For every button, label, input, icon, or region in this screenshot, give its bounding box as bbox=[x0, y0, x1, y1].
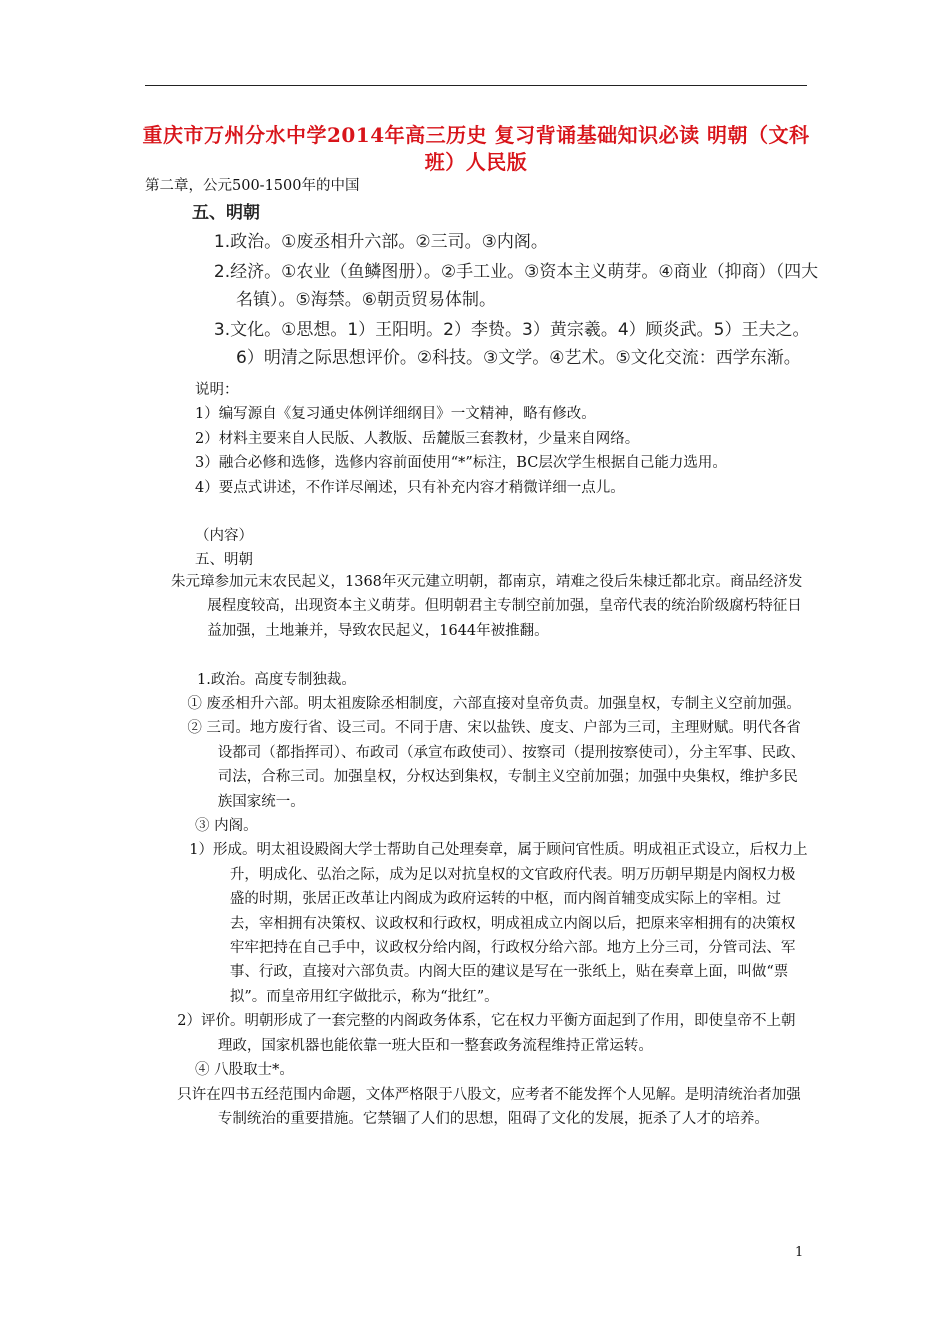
document-title: 重庆市万州分水中学2014年高三历史 复习背诵基础知识必读 明朝（文科班）人民版 bbox=[142, 123, 810, 174]
politics-item-3-formation: 1）形成。明太祖设殿阁大学士帮助自己处理奏章，属于顾问官性质。明成祖正式设立，后权力上升，明成化、弘治之际，成为足以对抗皇权的文官政府代表。明万历朝早期是内阁权力极盛的时期，张居正改革让内阁成为政府运转的中枢，而内阁首辅变成实际上的宰相。过去，宰相拥有决策权、议政权和行政权，明成祖成立内阁以后，把原来宰相拥有的决策权牢牢把持在自己手中，议政权分给内阁，行政权分给六部。地方上分三司，分管司法、军事、行政，直接对六部负责。内阁大臣的建议是写在一张纸上，贴在奏章上面，叫做“票拟”。而皇帝用红字做批示，称为“批红”。 bbox=[189, 842, 808, 1005]
header-rule bbox=[145, 85, 807, 86]
politics-item-4-text: 只许在四书五经范围内命题，文体严格限于八股文，应考者不能发挥个人见解。是明清统治者加强专制统治的重要措施。它禁锢了人们的思想，阻碍了文化的发展，扼杀了人才的培养。 bbox=[177, 1086, 801, 1127]
content-label: （内容） bbox=[195, 528, 253, 545]
outline-line-economy: 2.经济。①农业（鱼鳞图册）。②手工业。③资本主义萌芽。④商业（抑商）（四大名镇）。⑤海禁。⑥朝贡贸易体制。 bbox=[213, 262, 819, 310]
intro-paragraph: 朱元璋参加元末农民起义，1368年灭元建立明朝，都南京，靖难之役后朱棣迁都北京。商品经济发展程度较高，出现资本主义萌芽。但明朝君主专制空前加强，皇帝代表的统治阶级腐朽特征日益加强，土地兼并，导致农民起义，1644年被推翻。 bbox=[171, 574, 803, 639]
notes-item: 3）融合必修和选修，选修内容前面使用“*”标注，BC层次学生根据自己能力选用。 bbox=[195, 455, 727, 472]
content-heading: 五、明朝 bbox=[195, 552, 253, 569]
outline-line-culture: 3.文化。①思想。1）王阳明。2）李贽。3）黄宗羲。4）顾炎武。5）王夫之。6）明清之际思想评价。②科技。③文学。④艺术。⑤文化交流：西学东渐。 bbox=[213, 320, 810, 368]
outline-line-politics: 1.政治。①废丞相升六部。②三司。③内阁。 bbox=[213, 232, 548, 252]
politics-item-2: ② 三司。地方废行省、设三司。不同于唐、宋以盐铁、度支、户部为三司，主理财赋。明代各省设都司（都指挥司）、布政司（承宣布政使司）、按察司（提刑按察使司），分主军事、民政、司法，合称三司。加强皇权，分权达到集权，专制主义空前加强；加强中央集权，维护多民族国家统一。 bbox=[187, 720, 805, 810]
chapter-heading: 第二章，公元500-1500年的中国 bbox=[145, 178, 360, 194]
outline-heading: 五、明朝 bbox=[192, 203, 260, 223]
notes-item: 4）要点式讲述，不作详尽阐述，只有补充内容才稍微详细一点儿。 bbox=[195, 479, 625, 496]
notes-item: 1）编写源自《复习通史体例详细纲目》一文精神，略有修改。 bbox=[195, 406, 596, 423]
page-number: 1 bbox=[795, 1245, 804, 1260]
notes-item: 2）材料主要来自人民版、人教版、岳麓版三套教材，少量来自网络。 bbox=[195, 430, 640, 447]
politics-heading: 1.政治。高度专制独裁。 bbox=[197, 671, 356, 688]
main-content bbox=[169, 570, 809, 1131]
notes-section bbox=[195, 378, 815, 573]
outline-image bbox=[192, 198, 822, 372]
politics-item-1: ① 废丞相升六部。明太祖废除丞相制度，六部直接对皇帝负责。加强皇权，专制主义空前加强。 bbox=[187, 696, 801, 713]
politics-item-3: ③ 内阁。 bbox=[195, 818, 258, 835]
politics-item-4: ④ 八股取士*。 bbox=[195, 1062, 294, 1079]
notes-heading: 说明： bbox=[195, 382, 239, 398]
politics-item-3-evaluation: 2）评价。明朝形成了一套完整的内阁政务体系，它在权力平衡方面起到了作用，即使皇帝不上朝理政，国家机器也能依靠一班大臣和一整套政务流程维持正常运转。 bbox=[177, 1013, 796, 1054]
